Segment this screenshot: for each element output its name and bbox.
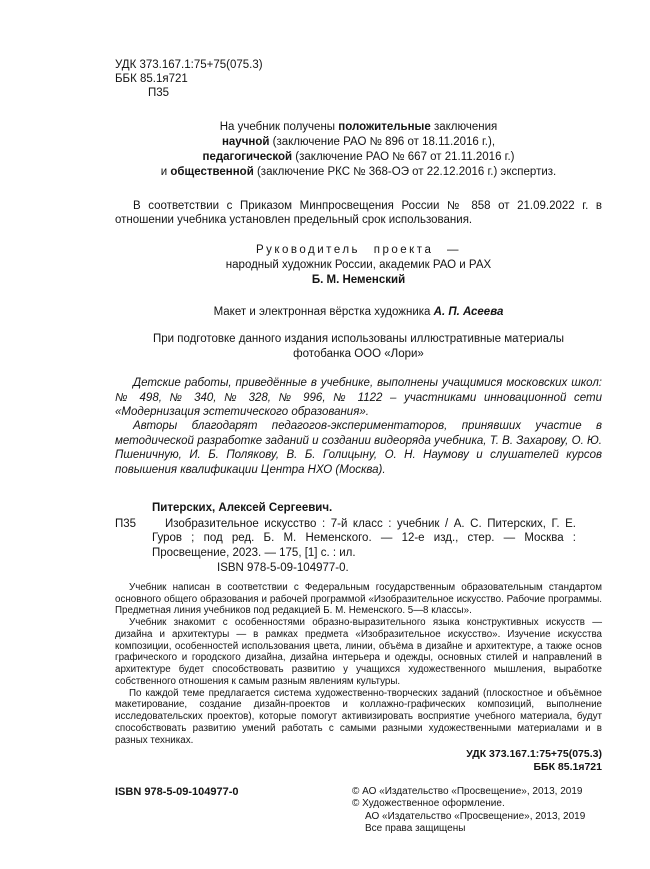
bbk-code-bottom: ББК 85.1я721 [533,760,602,773]
project-leader-description: народный художник России, академик РАО и РАХ [225,258,492,271]
copyright-line-artdesign: © Художественное оформление. [352,798,505,810]
acknowledgements-note: Авторы благодарят педагогов-экспериментаторов, принявших участие в методической разработке заданий и создании видеоряда учебника, Т. В. Захарову, О. Ю. Пшеничную, И. Б. Полякову, В. Б. Голицыну, О. Н. Наумову и слушателей курсов повышения квалификации Центра НХО (Москва). [115,420,602,476]
layout-credit-text: Макет и электронная вёрстка художника [213,305,434,318]
annotation-paragraph-3: По каждой теме предлагается система художественно-творческих заданий (плоскостное и объёмное макетирование, создание дизайн-проектов и коллажно-графических композиций, выполнение исследовательских проектов), которые помогут активизировать восприятие учебного материала, будут способствовать развитию умений работать с самыми разными художественными материалами и в разных техниках. [115,687,602,746]
catalog-card [115,501,576,575]
expertise-text: заключения [430,121,498,134]
expertise-text: (заключение РАО № 667 от 21.11.2016 г.) [292,150,515,163]
project-leader-heading: Руководитель проекта — [255,243,462,256]
top-codes-block [115,58,602,100]
udk-code-bottom: УДК 373.167.1:75+75(075.3) [466,748,602,761]
footer-isbn: ISBN 978-5-09-104977-0 [115,785,239,798]
layout-artist-name: А. П. Асеева [433,305,504,318]
catalog-isbn: ISBN 978-5-09-104977-0. [217,562,349,575]
expertise-bold-term: педагогической [202,150,293,163]
annotation-paragraph-1: Учебник написан в соответствии с Федеральным государственным образовательным стандартом основного общего образования и рабочей программой «Изобразительное искусство. Рабочие программы. Предметная линия учебников под редакцией Б. М. Неменского. 5—8 классы». [115,581,602,617]
copyright-block [352,786,602,836]
annotation-paragraph-2: Учебник знакомит с особенностями образно-выразительного языка конструктивных искусств — дизайна и архитектуры — в рамках предмета «Изобразительное искусство». Изучение искусства композиции, особенностей использования цвета, линии, объёма в дизайне и архитектуре, а также основ графического и городского дизайна, дизайна интерьера и одежды, основных стилей и направлений в архитектуре будет способствовать развитию у учащихся художественного мышления, выработке собственного отношения к самым разным явлениям культуры. [115,617,602,687]
p35-code-top: П35 [148,87,170,100]
catalog-author: Питерских, Алексей Сергеевич. [152,502,333,515]
expertise-line-4 [115,165,602,180]
expertise-line-3 [115,150,602,165]
bottom-codes-block [115,748,602,773]
project-leader-name: Б. М. Неменский [311,273,406,286]
ministry-usage-note: В соответствии с Приказом Минпросвещения России № 858 от 21.09.2022 г. в отношении учебника установлен предельный срок использования. [115,199,602,227]
udk-code-top: УДК 373.167.1:75+75(075.3) [115,59,263,71]
expertise-bold-term: положительные [338,121,431,134]
layout-credit-line [115,305,602,319]
copyright-line-rights: Все права защищены [365,823,466,835]
expertise-bold-term: научной [221,135,270,148]
expertise-statement [115,120,602,180]
photobank-credit: При подготовке данного издания использованы иллюстративные материалы фотобанка ООО «Лори» [152,333,565,360]
expertise-text: На учебник получены [219,121,339,134]
children-works-note: Детские работы, приведённые в учебнике, выполнены учащимися московских школ: № 498, № 340, № 328, № 996, № 1122 – участниками инновационной сети «Модернизация эстетического образования». [115,377,602,418]
expertise-bold-term: общественной [170,165,254,178]
expertise-line-2 [115,135,602,150]
italic-notes-block [115,376,602,477]
annotation-block [115,582,602,747]
copyright-line-publisher-2: АО «Издательство «Просвещение», 2013, 2019 [365,810,586,822]
catalog-margin-code: П35 [115,518,137,531]
expertise-text: (заключение РКС № 368-ОЭ от 22.12.2016 г.) экспертиз. [253,165,557,178]
copyright-line-publisher: © АО «Издательство «Просвещение», 2013, 2019 [352,785,583,797]
bbk-code-top: ББК 85.1я721 [115,73,188,86]
catalog-description: Изобразительное искусство : 7-й класс : учебник / А. С. Питерских, Г. Е. Гуров ; под ред. Б. М. Неменского. — 12-е изд., стер. — Москва : Просвещение, 2023. — 175, [1] с. : ил. [152,517,576,559]
footer-row [115,786,602,836]
expertise-line-1 [115,120,602,135]
expertise-text: (заключение РАО № 896 от 18.11.2016 г.), [269,135,496,148]
project-leader-block [115,243,602,288]
expertise-text: и [160,165,171,178]
